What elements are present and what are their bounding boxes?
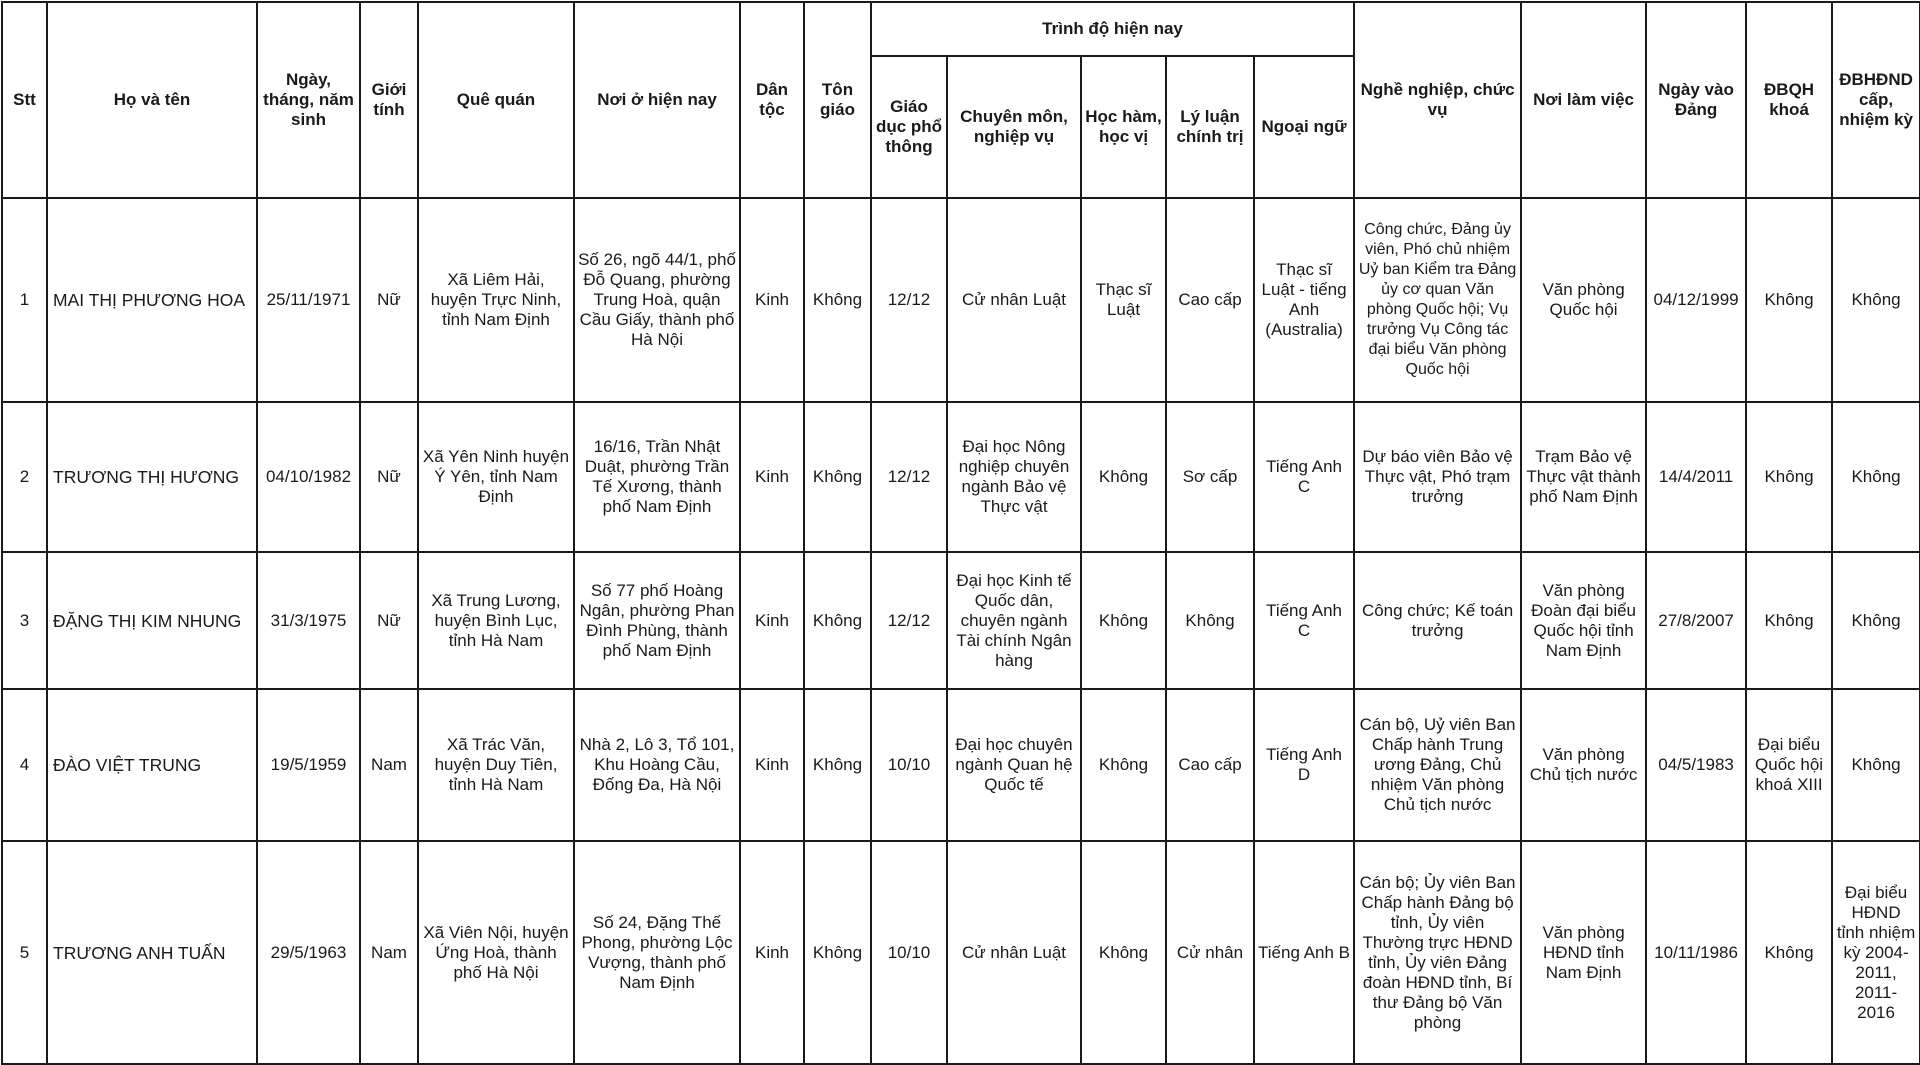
cell-ngoai-ngu: Tiếng Anh D <box>1254 689 1354 841</box>
cell-nghe-nghiep: Cán bộ; Ủy viên Ban Chấp hành Đảng bộ tỉnh, Ủy viên Thường trực HĐND tỉnh, Ủy viên Đảng đoàn HĐND tỉnh, Bí thư Đảng bộ Văn phòng <box>1354 841 1521 1064</box>
cell-ngay-vao-dang: 14/4/2011 <box>1646 402 1746 552</box>
header-dan-toc: Dân tộc <box>740 2 804 198</box>
header-noi-lam-viec: Nơi làm việc <box>1521 2 1646 198</box>
cell-dan-toc: Kinh <box>740 198 804 402</box>
cell-stt: 3 <box>2 552 47 689</box>
cell-ly-luan: Không <box>1166 552 1254 689</box>
cell-chuyen-mon: Cử nhân Luật <box>947 841 1081 1064</box>
table-body <box>2 198 1920 1064</box>
header-trinh-do: Trình độ hiện nay <box>871 2 1354 56</box>
cell-dbqh: Không <box>1746 402 1832 552</box>
header-noi-o: Nơi ở hiện nay <box>574 2 740 198</box>
header-ngay-vao-dang: Ngày vào Đảng <box>1646 2 1746 198</box>
table-row <box>2 689 1920 841</box>
cell-nghe-nghiep: Công chức; Kế toán trưởng <box>1354 552 1521 689</box>
cell-giao-duc: 12/12 <box>871 402 947 552</box>
candidate-table <box>1 1 1920 1065</box>
table-row <box>2 198 1920 402</box>
cell-stt: 1 <box>2 198 47 402</box>
header-nghe-nghiep: Nghề nghiệp, chức vụ <box>1354 2 1521 198</box>
table-row <box>2 402 1920 552</box>
cell-ngay-sinh: 29/5/1963 <box>257 841 360 1064</box>
header-ho-ten: Họ và tên <box>47 2 257 198</box>
cell-noi-lam-viec: Văn phòng HĐND tỉnh Nam Định <box>1521 841 1646 1064</box>
cell-stt: 2 <box>2 402 47 552</box>
cell-ngay-vao-dang: 04/5/1983 <box>1646 689 1746 841</box>
cell-ngoai-ngu: Tiếng Anh C <box>1254 552 1354 689</box>
table-row <box>2 841 1920 1064</box>
cell-que-quan: Xã Liêm Hải, huyện Trực Ninh, tỉnh Nam Định <box>418 198 574 402</box>
header-que-quan: Quê quán <box>418 2 574 198</box>
cell-noi-o: Số 26, ngõ 44/1, phố Đỗ Quang, phường Trung Hoà, quận Cầu Giấy, thành phố Hà Nội <box>574 198 740 402</box>
cell-nghe-nghiep: Dự báo viên Bảo vệ Thực vật, Phó trạm trưởng <box>1354 402 1521 552</box>
cell-gioi-tinh: Nam <box>360 841 418 1064</box>
cell-stt: 4 <box>2 689 47 841</box>
header-stt: Stt <box>2 2 47 198</box>
cell-gioi-tinh: Nữ <box>360 552 418 689</box>
cell-giao-duc: 12/12 <box>871 198 947 402</box>
cell-ton-giao: Không <box>804 689 871 841</box>
cell-ho-ten: MAI THỊ PHƯƠNG HOA <box>47 198 257 402</box>
cell-dbqh: Không <box>1746 841 1832 1064</box>
cell-dan-toc: Kinh <box>740 552 804 689</box>
table-row <box>2 552 1920 689</box>
cell-gioi-tinh: Nam <box>360 689 418 841</box>
cell-dbhdnd: Không <box>1832 552 1920 689</box>
cell-ngoai-ngu: Tiếng Anh B <box>1254 841 1354 1064</box>
cell-ngay-sinh: 31/3/1975 <box>257 552 360 689</box>
cell-ngoai-ngu: Thạc sĩ Luật - tiếng Anh (Australia) <box>1254 198 1354 402</box>
cell-dbhdnd: Đại biểu HĐND tỉnh nhiệm kỳ 2004-2011, 2011-2016 <box>1832 841 1920 1064</box>
cell-ngay-vao-dang: 10/11/1986 <box>1646 841 1746 1064</box>
cell-noi-o: Số 77 phố Hoàng Ngân, phường Phan Đình Phùng, thành phố Nam Định <box>574 552 740 689</box>
cell-dbqh: Không <box>1746 198 1832 402</box>
cell-hoc-ham: Không <box>1081 402 1166 552</box>
cell-ton-giao: Không <box>804 841 871 1064</box>
cell-giao-duc: 12/12 <box>871 552 947 689</box>
header-hoc-ham: Học hàm, học vị <box>1081 56 1166 198</box>
header-dbhdnd: ĐBHĐND cấp, nhiệm kỳ <box>1832 2 1920 198</box>
cell-noi-lam-viec: Văn phòng Chủ tịch nước <box>1521 689 1646 841</box>
cell-ngay-sinh: 04/10/1982 <box>257 402 360 552</box>
cell-que-quan: Xã Viên Nội, huyện Ứng Hoà, thành phố Hà Nội <box>418 841 574 1064</box>
cell-chuyen-mon: Đại học Kinh tế Quốc dân, chuyên ngành Tài chính Ngân hàng <box>947 552 1081 689</box>
cell-ho-ten: ĐẶNG THỊ KIM NHUNG <box>47 552 257 689</box>
cell-hoc-ham: Không <box>1081 552 1166 689</box>
header-ly-luan: Lý luận chính trị <box>1166 56 1254 198</box>
cell-stt: 5 <box>2 841 47 1064</box>
cell-ly-luan: Cử nhân <box>1166 841 1254 1064</box>
cell-ly-luan: Sơ cấp <box>1166 402 1254 552</box>
header-ton-giao: Tôn giáo <box>804 2 871 198</box>
cell-que-quan: Xã Trung Lương, huyện Bình Lục, tỉnh Hà Nam <box>418 552 574 689</box>
cell-chuyen-mon: Cử nhân Luật <box>947 198 1081 402</box>
cell-hoc-ham: Không <box>1081 689 1166 841</box>
cell-ho-ten: TRƯƠNG THỊ HƯƠNG <box>47 402 257 552</box>
cell-ton-giao: Không <box>804 402 871 552</box>
cell-gioi-tinh: Nữ <box>360 198 418 402</box>
header-ngay-sinh: Ngày, tháng, năm sinh <box>257 2 360 198</box>
cell-noi-lam-viec: Trạm Bảo vệ Thực vật thành phố Nam Định <box>1521 402 1646 552</box>
cell-dbhdnd: Không <box>1832 689 1920 841</box>
cell-dbhdnd: Không <box>1832 198 1920 402</box>
cell-dbqh: Đại biểu Quốc hội khoá XIII <box>1746 689 1832 841</box>
cell-que-quan: Xã Trác Văn, huyện Duy Tiên, tỉnh Hà Nam <box>418 689 574 841</box>
cell-dbhdnd: Không <box>1832 402 1920 552</box>
cell-ngay-vao-dang: 04/12/1999 <box>1646 198 1746 402</box>
cell-noi-o: Nhà 2, Lô 3, Tổ 101, Khu Hoàng Cầu, Đống Đa, Hà Nội <box>574 689 740 841</box>
cell-dan-toc: Kinh <box>740 841 804 1064</box>
cell-noi-o: 16/16, Trần Nhật Duật, phường Trần Tế Xương, thành phố Nam Định <box>574 402 740 552</box>
cell-dan-toc: Kinh <box>740 689 804 841</box>
cell-nghe-nghiep: Công chức, Đảng ủy viên, Phó chủ nhiệm Uỷ ban Kiểm tra Đảng ủy cơ quan Văn phòng Quốc hội; Vụ trưởng Vụ Công tác đại biểu Văn phòng Quốc hội <box>1354 198 1521 402</box>
cell-ho-ten: TRƯƠNG ANH TUẤN <box>47 841 257 1064</box>
cell-ly-luan: Cao cấp <box>1166 198 1254 402</box>
cell-giao-duc: 10/10 <box>871 689 947 841</box>
cell-hoc-ham: Thạc sĩ Luật <box>1081 198 1166 402</box>
header-giao-duc: Giáo dục phổ thông <box>871 56 947 198</box>
cell-gioi-tinh: Nữ <box>360 402 418 552</box>
cell-que-quan: Xã Yên Ninh huyện Ý Yên, tỉnh Nam Định <box>418 402 574 552</box>
cell-dan-toc: Kinh <box>740 402 804 552</box>
header-dbqh: ĐBQH khoá <box>1746 2 1832 198</box>
cell-chuyen-mon: Đại học chuyên ngành Quan hệ Quốc tế <box>947 689 1081 841</box>
cell-ton-giao: Không <box>804 198 871 402</box>
cell-noi-lam-viec: Văn phòng Đoàn đại biểu Quốc hội tỉnh Nam Định <box>1521 552 1646 689</box>
cell-ngoai-ngu: Tiếng Anh C <box>1254 402 1354 552</box>
cell-nghe-nghiep: Cán bộ, Uỷ viên Ban Chấp hành Trung ương Đảng, Chủ nhiệm Văn phòng Chủ tịch nước <box>1354 689 1521 841</box>
header-ngoai-ngu: Ngoại ngữ <box>1254 56 1354 198</box>
cell-chuyen-mon: Đại học Nông nghiệp chuyên ngành Bảo vệ Thực vật <box>947 402 1081 552</box>
cell-ton-giao: Không <box>804 552 871 689</box>
cell-noi-lam-viec: Văn phòng Quốc hội <box>1521 198 1646 402</box>
header-chuyen-mon: Chuyên môn, nghiệp vụ <box>947 56 1081 198</box>
header-gioi-tinh: Giới tính <box>360 2 418 198</box>
cell-ngay-sinh: 19/5/1959 <box>257 689 360 841</box>
cell-ngay-vao-dang: 27/8/2007 <box>1646 552 1746 689</box>
cell-giao-duc: 10/10 <box>871 841 947 1064</box>
cell-ly-luan: Cao cấp <box>1166 689 1254 841</box>
table-header <box>2 2 1920 198</box>
cell-dbqh: Không <box>1746 552 1832 689</box>
cell-hoc-ham: Không <box>1081 841 1166 1064</box>
cell-ngay-sinh: 25/11/1971 <box>257 198 360 402</box>
cell-noi-o: Số 24, Đặng Thế Phong, phường Lộc Vượng, thành phố Nam Định <box>574 841 740 1064</box>
cell-ho-ten: ĐÀO VIỆT TRUNG <box>47 689 257 841</box>
